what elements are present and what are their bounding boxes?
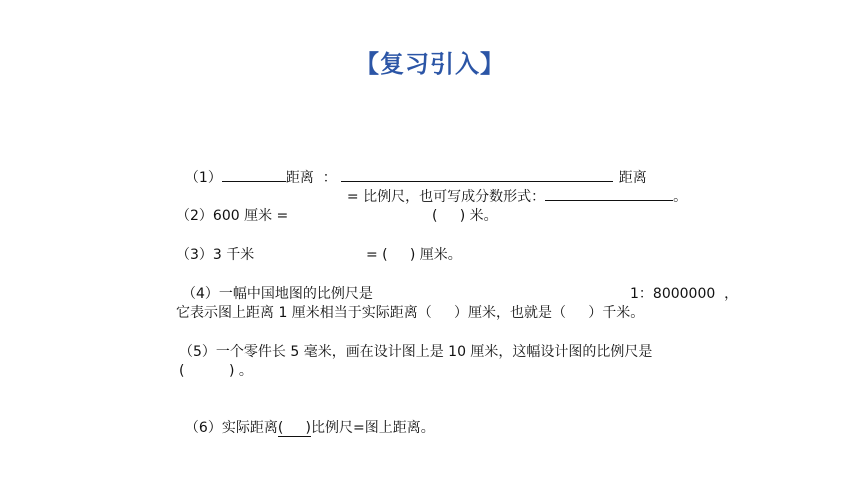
page-title: 【复习引入】 bbox=[355, 50, 505, 78]
question-4-scale: 1：8000000 ， bbox=[630, 286, 739, 302]
question-1-label-a: 距离 ： bbox=[285, 170, 337, 186]
question-5-answer: ( ) 。 bbox=[179, 363, 253, 379]
question-6-text-2: 比例尺=图上距离。 bbox=[311, 420, 435, 436]
question-2-answer: ( ) 米。 bbox=[432, 208, 498, 224]
question-1-text: = 比例尺，也可写成分数形式： bbox=[346, 189, 546, 205]
question-1-blank-a bbox=[222, 167, 286, 182]
question-1-label-b: 距离 bbox=[618, 170, 647, 186]
question-1-end: 。 bbox=[673, 189, 688, 205]
question-6-blank: ( ) bbox=[277, 420, 312, 436]
question-1-line-2 bbox=[338, 168, 687, 206]
question-1-number: （1） bbox=[184, 170, 222, 186]
question-3-answer: = ( ) 厘米。 bbox=[366, 247, 462, 263]
question-4-text-2: 它表示图上距离 1 厘米相当于实际距离（ ）厘米，也就是（ ）千米。 bbox=[176, 305, 645, 321]
question-5-text: （5）一个零件长 5 毫米，画在设计图上是 10 厘米，这幅设计图的比例尺是 bbox=[179, 344, 653, 360]
question-6-line bbox=[176, 401, 435, 437]
question-2-text: （2）600 厘米 = bbox=[176, 208, 289, 224]
question-3-text: （3）3 千米 bbox=[176, 247, 255, 263]
question-4-text: （4）一幅中国地图的比例尺是 bbox=[182, 286, 373, 302]
question-1-blank-c bbox=[545, 186, 673, 201]
question-6-text: （6）实际距离 bbox=[184, 420, 278, 436]
